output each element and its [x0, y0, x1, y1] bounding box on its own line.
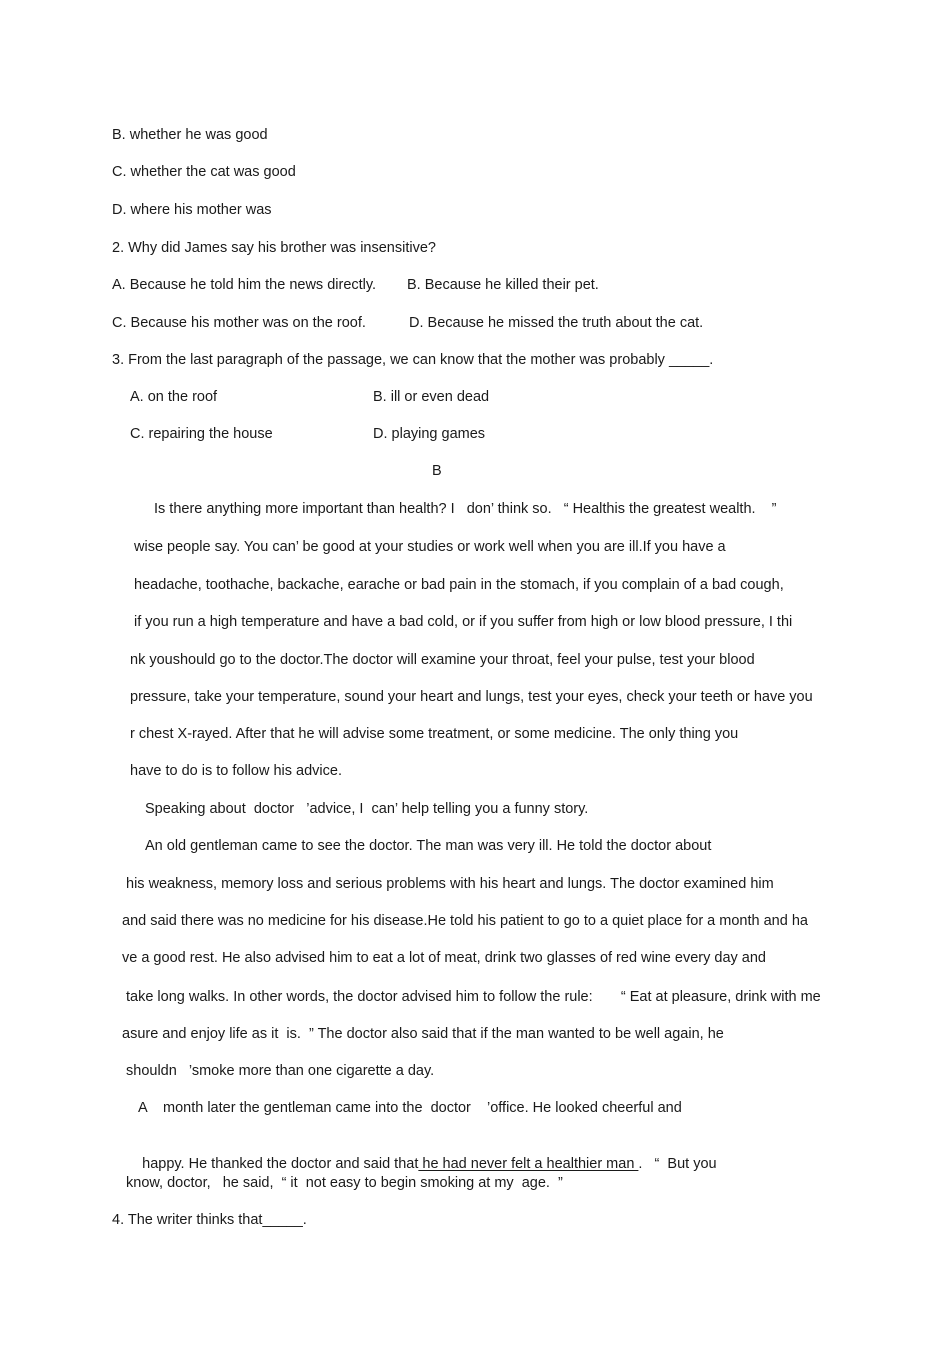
passage-line: An old gentleman came to see the doctor. The man was very ill. He told the doctor about: [145, 838, 712, 854]
passage-line: Is there anything more important than health? I don’ think so. “ Healthis the greatest wealth. ”: [154, 501, 777, 517]
passage-line: take long walks. In other words, the doctor advised him to follow the rule: “ Eat at pleasure, drink with me: [126, 989, 821, 1005]
q3-option-b: B. ill or even dead: [373, 389, 490, 405]
q3-option-a: A. on the roof: [130, 389, 218, 405]
q3-option-d: D. playing games: [373, 426, 486, 442]
passage-line: if you run a high temperature and have a bad cold, or if you suffer from high or low blood pressure, I thi: [134, 614, 793, 630]
q3-question: 3. From the last paragraph of the passage, we can know that the mother was probably _____.: [112, 352, 714, 368]
line-text: . “ But you: [638, 1156, 717, 1172]
passage-line: know, doctor, he said, “ it not easy to begin smoking at my age. ”: [126, 1175, 563, 1191]
q4-question: 4. The writer thinks that_____.: [112, 1212, 307, 1228]
passage-line: and said there was no medicine for his disease.He told his patient to go to a quiet place for a month and ha: [122, 913, 808, 929]
section-b-heading: B: [432, 463, 442, 479]
q1-option-b: B. whether he was good: [112, 127, 268, 143]
passage-line: asure and enjoy life as it is. ” The doctor also said that if the man wanted to be well again, he: [122, 1026, 724, 1042]
passage-line: ve a good rest. He also advised him to eat a lot of meat, drink two glasses of red wine every day and: [122, 950, 766, 966]
q2-question: 2. Why did James say his brother was insensitive?: [112, 240, 436, 256]
q2-option-b: B. Because he killed their pet.: [407, 277, 599, 293]
passage-line: nk youshould go to the doctor.The doctor will examine your throat, feel your pulse, test your blood: [130, 652, 755, 668]
q2-option-a: A. Because he told him the news directly.: [112, 277, 377, 293]
passage-line: wise people say. You can’ be good at your studies or work well when you are ill.If you have a: [134, 539, 726, 555]
passage-line: pressure, take your temperature, sound your heart and lungs, test your eyes, check your teeth or have you: [130, 689, 813, 705]
passage-line: A month later the gentleman came into the doctor ’office. He looked cheerful and: [138, 1100, 682, 1116]
passage-b-paragraph-2: Speaking about doctor ’advice, I can’ help telling you a funny story.: [145, 801, 589, 817]
underlined-phrase: he had never felt a healthier man: [418, 1156, 639, 1172]
q1-option-c: C. whether the cat was good: [112, 164, 296, 180]
passage-line: his weakness, memory loss and serious problems with his heart and lungs. The doctor examined him: [126, 876, 774, 892]
line-text: happy. He thanked the doctor and said that: [142, 1156, 419, 1172]
q3-option-c: C. repairing the house: [130, 426, 273, 442]
passage-line: headache, toothache, backache, earache or bad pain in the stomach, if you complain of a bad cough,: [134, 577, 784, 593]
q2-option-d: D. Because he missed the truth about the cat.: [409, 315, 704, 331]
passage-line: have to do is to follow his advice.: [130, 763, 342, 779]
passage-line: r chest X-rayed. After that he will advise some treatment, or some medicine. The only thing you: [130, 726, 739, 742]
q1-option-d: D. where his mother was: [112, 202, 272, 218]
q2-option-c: C. Because his mother was on the roof.: [112, 315, 366, 331]
passage-line: shouldn ’smoke more than one cigarette a day.: [126, 1063, 435, 1079]
